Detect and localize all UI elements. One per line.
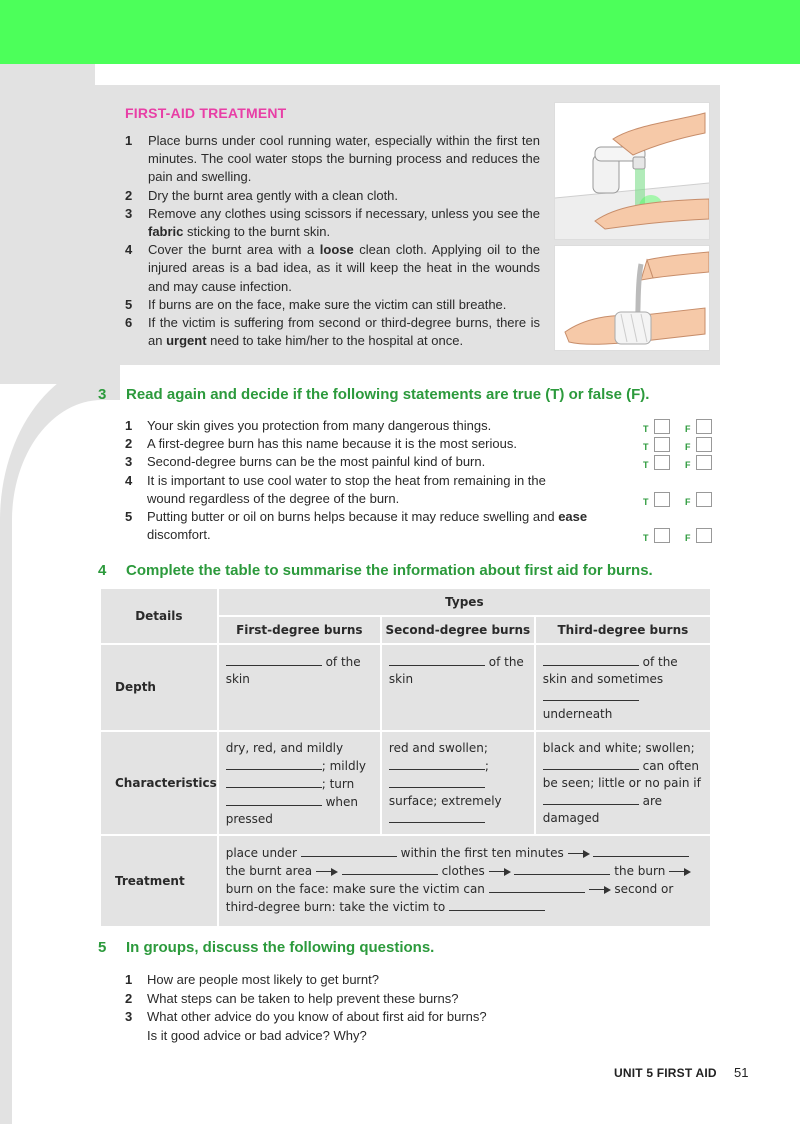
keyword: urgent <box>166 333 207 349</box>
arrow-icon <box>589 886 611 894</box>
answer-blank[interactable] <box>449 898 545 911</box>
left-margin-panel <box>0 64 95 384</box>
statement-item: 3 Second-degree burns can be the most painful kind of burn. T F <box>125 453 705 471</box>
types-header: Types <box>218 588 711 616</box>
row-header-depth: Depth <box>100 644 218 731</box>
table-cell: black and white; swollen; can often be seen; little or no pain if are damaged <box>535 731 711 835</box>
page-footer <box>614 1065 749 1080</box>
row-header-treatment: Treatment <box>100 835 218 927</box>
first-aid-list <box>125 132 540 350</box>
answer-blank[interactable] <box>593 844 689 857</box>
table-cell: place under within the first ten minutes the burnt area clothes the burn burn on the face: make sure the victim can second or third-degree burn: take the victim to <box>218 835 711 927</box>
hand-under-tap-image <box>554 102 710 240</box>
list-item: 1 Place burns under cool running water, especially within the first ten minutes. The cool water stops the burning process and reduces the pain and swelling. <box>125 133 540 185</box>
table-cell: dry, red, and mildly ; mildly ; turn when pressed <box>218 731 381 835</box>
bandaged-hand-image <box>554 245 710 351</box>
tf-answer-boxes: T F <box>633 417 705 435</box>
question-item: 2 What steps can be taken to help prevent these burns? <box>125 990 459 1006</box>
answer-blank[interactable] <box>389 757 485 770</box>
tf-answer-boxes: T F <box>633 526 705 544</box>
question-item: 3 What other advice do you know of about first aid for burns? Is it good advice or bad advice? Why? <box>125 1009 487 1043</box>
answer-blank[interactable] <box>389 653 485 666</box>
answer-blank[interactable] <box>389 775 485 788</box>
false-checkbox[interactable] <box>696 437 712 452</box>
answer-blank[interactable] <box>543 688 639 701</box>
true-checkbox[interactable] <box>654 528 670 543</box>
false-checkbox[interactable] <box>696 419 712 434</box>
answer-blank[interactable] <box>489 880 585 893</box>
section3-heading: 3 Read again and decide if the following statements are true (T) or false (F). <box>98 386 650 403</box>
tf-answer-boxes: T F <box>633 490 705 508</box>
keyword: loose <box>319 242 354 258</box>
page-number: 51 <box>734 1065 749 1080</box>
true-checkbox[interactable] <box>654 437 670 452</box>
table-cell: of the skin and sometimes underneath <box>535 644 711 731</box>
answer-blank[interactable] <box>226 757 322 770</box>
answer-blank[interactable] <box>342 862 438 875</box>
answer-blank[interactable] <box>301 844 397 857</box>
list-item: 6 If the victim is suffering from second or third-degree burns, there is an urgent need to take him/her to the hospital at once. <box>125 315 540 349</box>
arrow-icon <box>669 868 691 876</box>
statement-item: 1 Your skin gives you protection from many dangerous things. T F <box>125 417 705 435</box>
arrow-icon <box>568 850 590 858</box>
true-checkbox[interactable] <box>654 419 670 434</box>
true-false-list <box>125 417 705 544</box>
false-checkbox[interactable] <box>696 528 712 543</box>
keyword: ease <box>558 509 588 525</box>
tf-answer-boxes: T F <box>633 453 705 471</box>
question-item: 1 How are people most likely to get burnt? <box>125 972 379 987</box>
statement-item: 2 A first-degree burn has this name because it is the most serious. T F <box>125 435 705 453</box>
false-checkbox[interactable] <box>696 492 712 507</box>
statement-item: 4 It is important to use cool water to stop the heat from remaining in the wound regardless of the degree of the burn. T F <box>125 472 705 508</box>
statement-item: 5 Putting butter or oil on burns helps because it may reduce swelling and ease discomfort. T F <box>125 508 705 544</box>
list-item: 4 Cover the burnt area with a loose clean cloth. Applying oil to the injured areas is a bad idea, as it will keep the heat in the wounds and may cause infection. <box>125 242 541 294</box>
answer-blank[interactable] <box>543 792 639 805</box>
details-header: Details <box>100 588 218 644</box>
section4-heading: 4 Complete the table to summarise the information about first aid for burns. <box>98 562 653 579</box>
top-color-band <box>0 0 800 64</box>
false-checkbox[interactable] <box>696 455 712 470</box>
answer-blank[interactable] <box>226 793 322 806</box>
list-item: 3 Remove any clothes using scissors if necessary, unless you see the fabric sticking to the burnt skin. <box>125 205 540 240</box>
column-header-first-degree: First-degree burns <box>218 616 381 644</box>
summary-table <box>99 587 712 928</box>
table-cell: of the skin <box>218 644 381 731</box>
answer-blank[interactable] <box>226 653 322 666</box>
true-checkbox[interactable] <box>654 455 670 470</box>
table-cell: of the skin <box>381 644 535 731</box>
answer-blank[interactable] <box>226 775 322 788</box>
true-checkbox[interactable] <box>654 492 670 507</box>
first-aid-title: FIRST-AID TREATMENT <box>125 105 287 121</box>
section5-heading: 5 In groups, discuss the following questions. <box>98 939 435 956</box>
column-header-third-degree: Third-degree burns <box>535 616 711 644</box>
arrow-icon <box>316 868 338 876</box>
discussion-questions <box>125 971 625 1045</box>
answer-blank[interactable] <box>543 757 639 770</box>
unit-label: UNIT 5 FIRST AID <box>614 1066 717 1080</box>
list-item: 5 If burns are on the face, make sure the victim can still breathe. <box>125 296 507 312</box>
tf-answer-boxes: T F <box>633 435 705 453</box>
answer-blank[interactable] <box>543 653 639 666</box>
answer-blank[interactable] <box>389 810 485 823</box>
arrow-icon <box>489 868 511 876</box>
column-header-second-degree: Second-degree burns <box>381 616 535 644</box>
table-cell: red and swollen; ; surface; extremely <box>381 731 535 835</box>
row-header-characteristics: Characteristics <box>100 731 218 835</box>
list-item: 2 Dry the burnt area gently with a clean cloth. <box>125 187 399 203</box>
keyword: fabric <box>148 224 184 240</box>
answer-blank[interactable] <box>514 862 610 875</box>
